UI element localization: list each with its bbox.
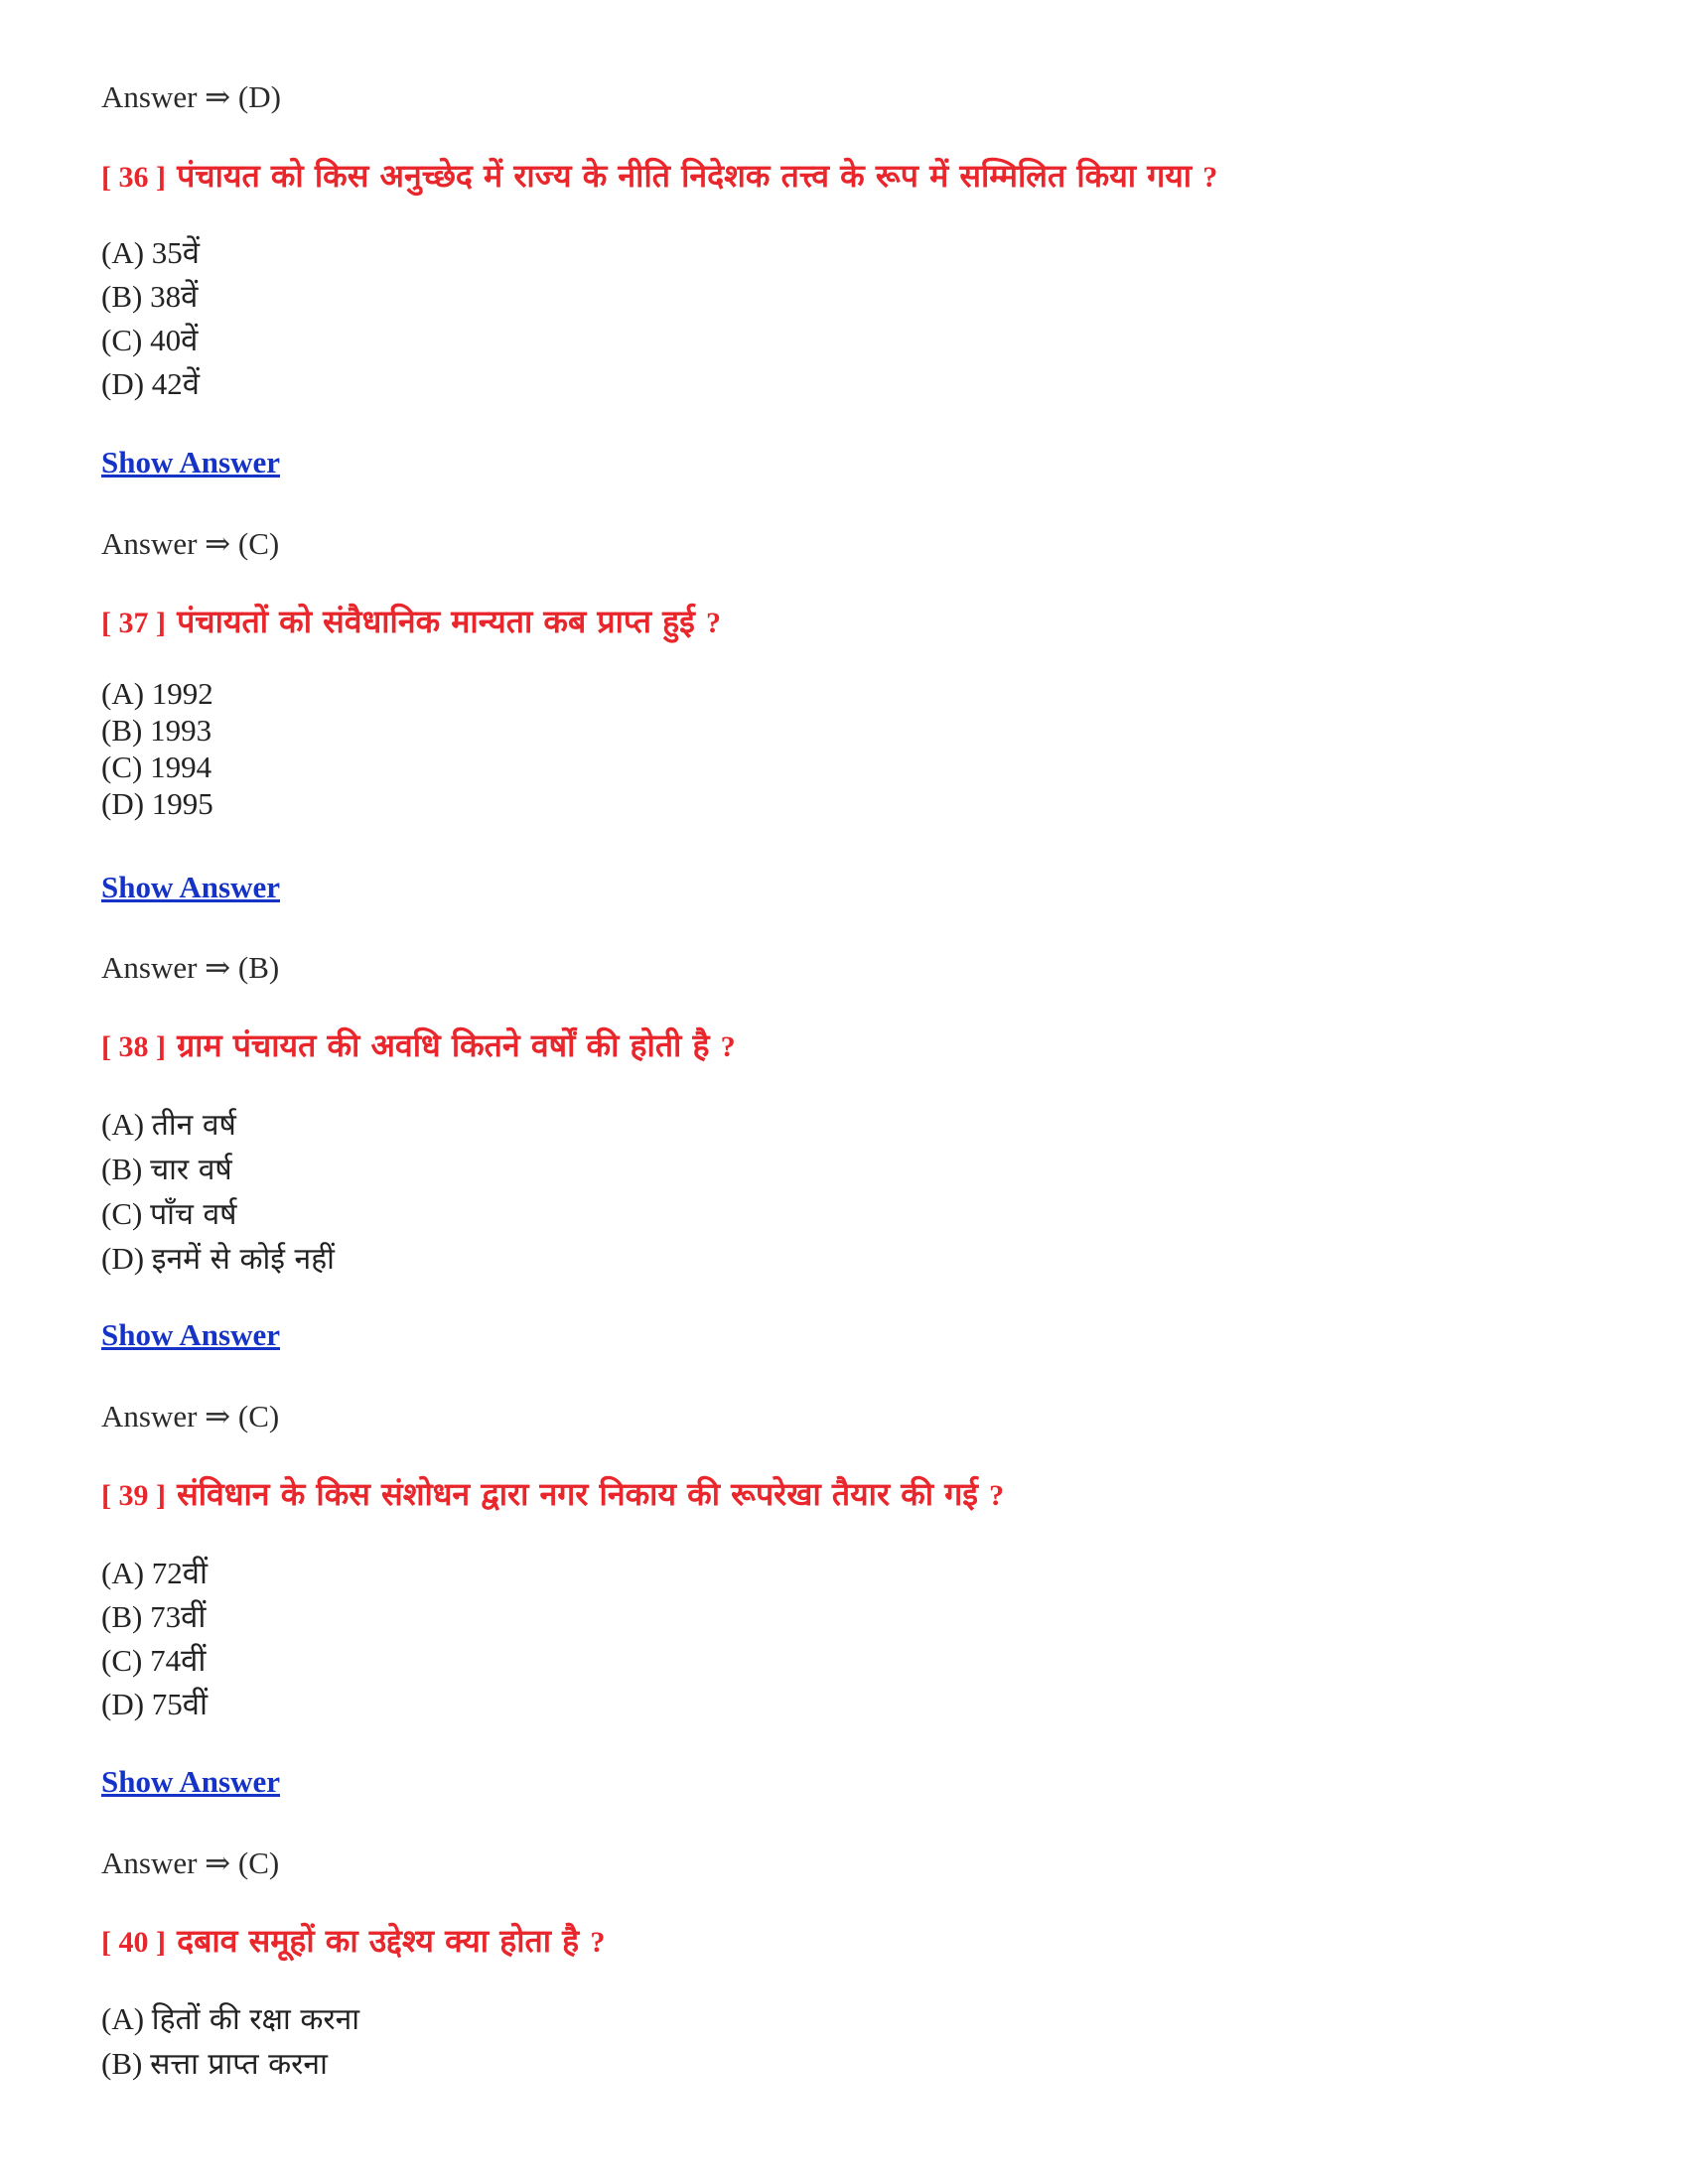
answer-line-35: Answer ⇒ (D) <box>101 79 281 114</box>
option-value: 74वीं <box>150 1643 207 1678</box>
answer-line-38: Answer ⇒ (C) <box>101 1399 280 1433</box>
question-text: ग्राम पंचायत की अवधि कितने वर्षों की होती है <box>177 1026 710 1064</box>
question-39-options <box>101 1552 208 1726</box>
question-mark: ? <box>705 607 721 639</box>
question-mark: ? <box>590 1926 606 1959</box>
option-a <box>101 1552 208 1595</box>
answer-line-37: Answer ⇒ (B) <box>101 950 280 985</box>
question-36-options <box>101 231 200 406</box>
option-b <box>101 1148 335 1192</box>
option-value: 40वें <box>150 323 199 357</box>
show-answer-link-39[interactable]: Show Answer <box>101 1764 281 1799</box>
question-40-heading <box>101 1918 605 1966</box>
option-value: 75वीं <box>151 1687 209 1721</box>
option-b <box>101 712 213 749</box>
option-value: 73वीं <box>150 1599 207 1634</box>
option-letter: (C) <box>101 323 143 357</box>
option-a <box>101 675 213 712</box>
option-letter: (B) <box>101 713 143 748</box>
option-a <box>101 1103 335 1148</box>
option-letter: (A) <box>101 676 145 711</box>
question-number: [ 37 ] <box>101 607 166 639</box>
option-a <box>101 1997 359 2042</box>
option-letter: (A) <box>101 2001 145 2036</box>
option-value: 72वीं <box>151 1556 209 1590</box>
question-number: [ 39 ] <box>101 1479 166 1512</box>
option-value: चार वर्ष <box>150 1153 232 1187</box>
option-d <box>101 785 213 822</box>
option-letter: (A) <box>101 235 145 270</box>
option-letter: (B) <box>101 279 143 314</box>
question-40-options <box>101 1997 359 2087</box>
question-mark: ? <box>720 1030 736 1063</box>
question-39-heading <box>101 1471 1004 1519</box>
option-letter: (D) <box>101 1241 145 1276</box>
question-text: संविधान के किस संशोधन द्वारा नगर निकाय की रूपरेखा तैयार की गई <box>177 1475 978 1513</box>
question-38-heading <box>101 1023 736 1070</box>
option-letter: (B) <box>101 1152 143 1186</box>
option-letter: (B) <box>101 1599 143 1634</box>
question-number: [ 36 ] <box>101 161 166 194</box>
show-answer-link-36[interactable]: Show Answer <box>101 445 281 479</box>
question-number: [ 38 ] <box>101 1030 166 1063</box>
question-37-heading <box>101 599 721 646</box>
option-b <box>101 1595 208 1639</box>
show-answer-link-37[interactable]: Show Answer <box>101 870 281 904</box>
option-d <box>101 362 200 406</box>
option-letter: (A) <box>101 1107 145 1142</box>
option-letter: (C) <box>101 750 143 784</box>
question-text: पंचायतों को संवैधानिक मान्यता कब प्राप्त हुई <box>177 603 695 640</box>
option-letter: (D) <box>101 1687 145 1721</box>
option-c <box>101 749 213 785</box>
option-value: 1995 <box>151 786 213 821</box>
option-letter: (A) <box>101 1556 145 1590</box>
option-letter: (D) <box>101 786 145 821</box>
option-c <box>101 1192 335 1237</box>
option-value: पाँच वर्ष <box>150 1197 237 1232</box>
option-value: 1994 <box>150 750 212 784</box>
option-value: हितों की रक्षा करना <box>151 2002 360 2037</box>
question-38-options <box>101 1103 335 1282</box>
option-value: इनमें से कोई नहीं <box>151 1242 335 1277</box>
option-value: 1992 <box>151 676 213 711</box>
option-c <box>101 319 200 362</box>
question-36-heading <box>101 153 1217 201</box>
option-letter: (C) <box>101 1643 143 1678</box>
option-letter: (D) <box>101 366 145 401</box>
option-value: 1993 <box>150 713 212 748</box>
question-37-options <box>101 675 213 822</box>
option-c <box>101 1639 208 1683</box>
show-answer-link-38[interactable]: Show Answer <box>101 1317 281 1352</box>
question-mark: ? <box>989 1479 1005 1512</box>
option-d <box>101 1237 335 1282</box>
option-value: तीन वर्ष <box>151 1108 236 1143</box>
option-value: 42वें <box>151 366 201 401</box>
answer-line-39: Answer ⇒ (C) <box>101 1845 280 1880</box>
option-b <box>101 275 200 319</box>
question-text: दबाव समूहों का उद्देश्य क्या होता है <box>177 1922 580 1960</box>
option-letter: (B) <box>101 2046 143 2081</box>
question-mark: ? <box>1202 161 1218 194</box>
option-b <box>101 2042 359 2087</box>
question-text: पंचायत को किस अनुच्छेद में राज्य के नीति निदेशक तत्त्व के रूप में सम्मिलित किया गया <box>177 157 1193 195</box>
option-a <box>101 231 200 275</box>
option-d <box>101 1683 208 1726</box>
option-value: 38वें <box>150 279 199 314</box>
option-value: 35वें <box>151 235 201 270</box>
option-value: सत्ता प्राप्त करना <box>150 2047 328 2082</box>
answer-line-36: Answer ⇒ (C) <box>101 526 280 561</box>
option-letter: (C) <box>101 1196 143 1231</box>
question-number: [ 40 ] <box>101 1926 166 1959</box>
